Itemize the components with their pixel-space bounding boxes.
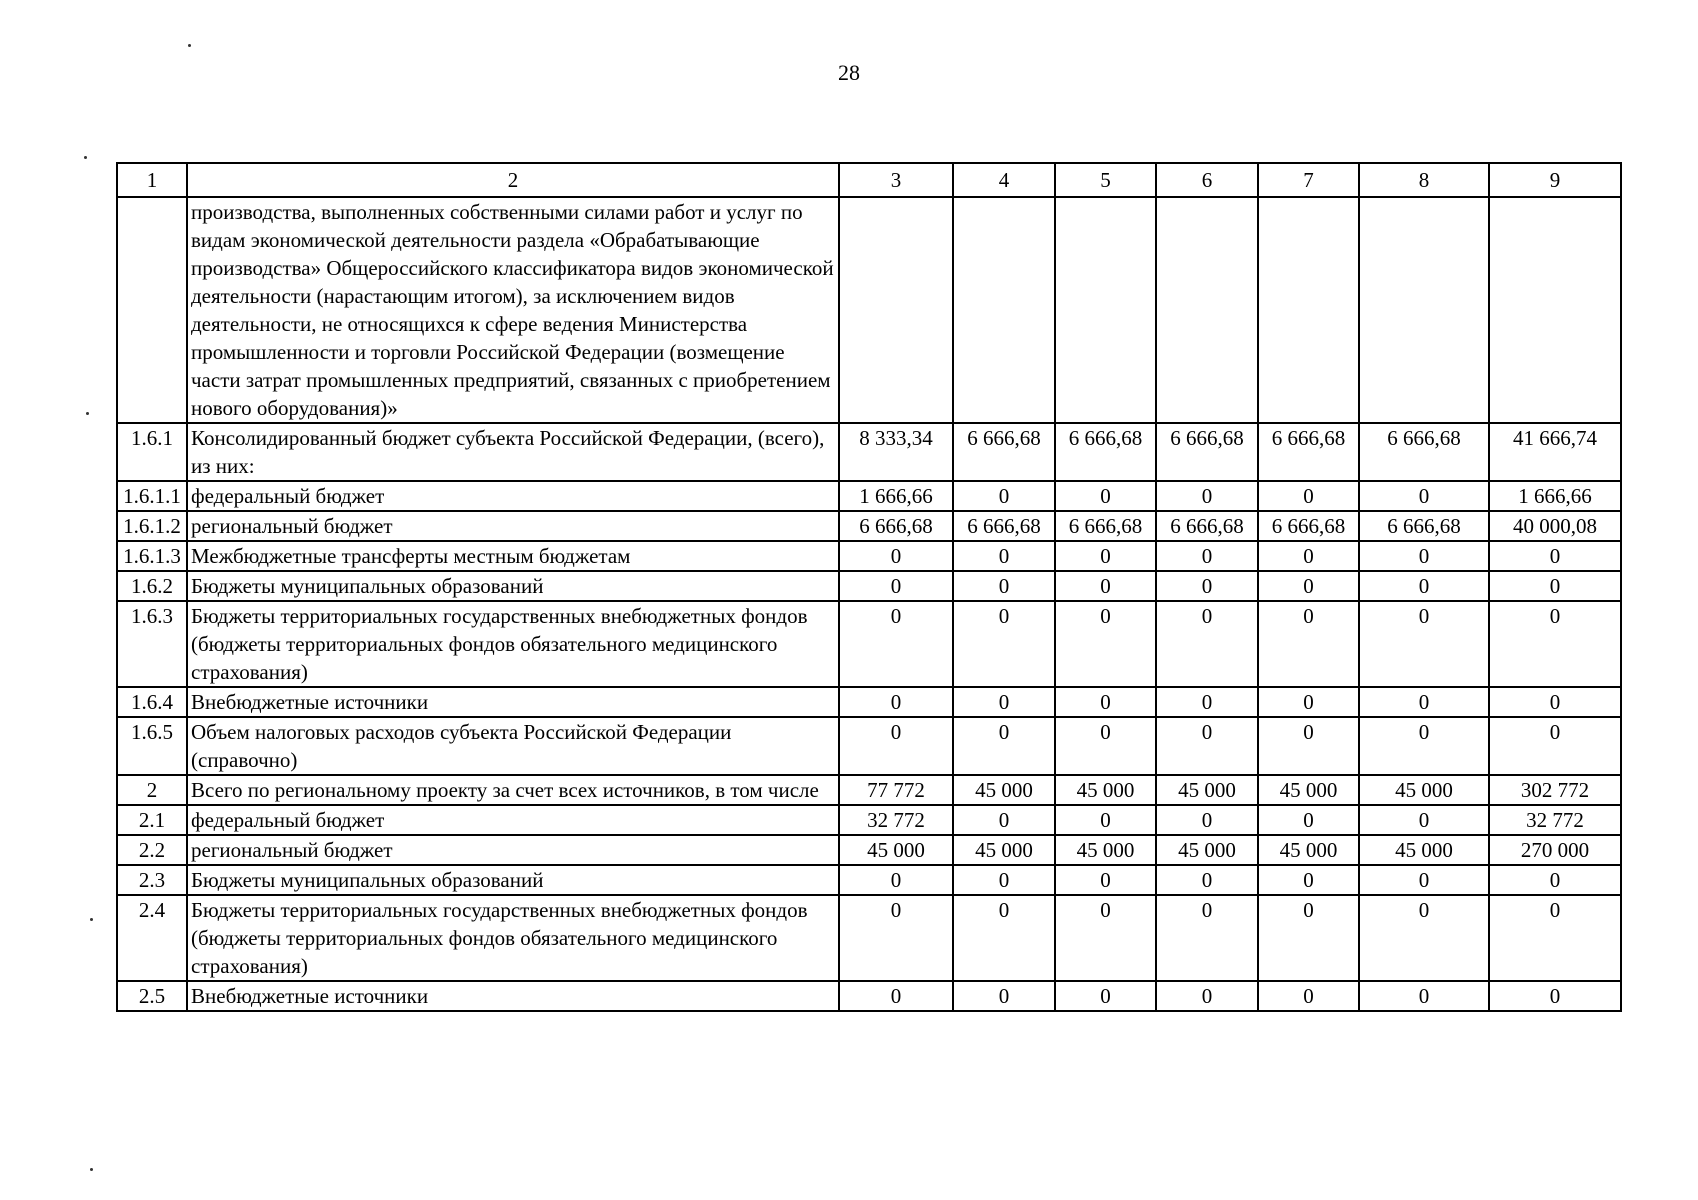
row-value-col-3: 32 772 bbox=[839, 805, 953, 835]
row-description: Всего по региональному проекту за счет всех источников, в том числе bbox=[187, 775, 839, 805]
row-value-col-9: 32 772 bbox=[1489, 805, 1621, 835]
table-row bbox=[117, 895, 1621, 981]
scan-speck bbox=[90, 918, 93, 921]
row-value-col-5: 0 bbox=[1055, 481, 1156, 511]
row-value-col-5: 0 bbox=[1055, 895, 1156, 981]
row-value-col-6: 6 666,68 bbox=[1156, 423, 1258, 481]
row-code bbox=[117, 197, 187, 423]
row-description: Бюджеты муниципальных образований bbox=[187, 865, 839, 895]
row-value-col-4: 45 000 bbox=[953, 835, 1055, 865]
row-value-col-6 bbox=[1156, 197, 1258, 423]
row-value-col-3 bbox=[839, 197, 953, 423]
row-value-col-8: 0 bbox=[1359, 571, 1489, 601]
row-value-col-5: 0 bbox=[1055, 541, 1156, 571]
row-value-col-7: 6 666,68 bbox=[1258, 423, 1359, 481]
row-value-col-5: 45 000 bbox=[1055, 775, 1156, 805]
table-row bbox=[117, 571, 1621, 601]
row-value-col-9: 41 666,74 bbox=[1489, 423, 1621, 481]
row-value-col-6: 0 bbox=[1156, 601, 1258, 687]
column-header: 8 bbox=[1359, 163, 1489, 197]
row-value-col-4 bbox=[953, 197, 1055, 423]
row-code: 2.4 bbox=[117, 895, 187, 981]
row-value-col-6: 0 bbox=[1156, 687, 1258, 717]
row-value-col-7: 45 000 bbox=[1258, 775, 1359, 805]
row-value-col-6: 45 000 bbox=[1156, 775, 1258, 805]
row-value-col-5: 0 bbox=[1055, 805, 1156, 835]
row-value-col-9: 40 000,08 bbox=[1489, 511, 1621, 541]
row-value-col-4: 6 666,68 bbox=[953, 511, 1055, 541]
row-description: Консолидированный бюджет субъекта Российской Федерации, (всего), из них: bbox=[187, 423, 839, 481]
scan-speck bbox=[188, 44, 191, 47]
row-value-col-9: 0 bbox=[1489, 541, 1621, 571]
row-value-col-4: 0 bbox=[953, 895, 1055, 981]
table-row bbox=[117, 687, 1621, 717]
table-body bbox=[117, 197, 1621, 1011]
row-value-col-7: 0 bbox=[1258, 481, 1359, 511]
row-description: Бюджеты территориальных государственных внебюджетных фондов (бюджеты территориальных фондов обязательного медицинского страхования) bbox=[187, 895, 839, 981]
table-row bbox=[117, 601, 1621, 687]
row-value-col-6: 45 000 bbox=[1156, 835, 1258, 865]
row-description: Внебюджетные источники bbox=[187, 687, 839, 717]
table-row bbox=[117, 805, 1621, 835]
row-value-col-7: 0 bbox=[1258, 895, 1359, 981]
row-value-col-8: 6 666,68 bbox=[1359, 511, 1489, 541]
row-value-col-6: 0 bbox=[1156, 805, 1258, 835]
row-value-col-4: 0 bbox=[953, 865, 1055, 895]
row-code: 1.6.3 bbox=[117, 601, 187, 687]
row-value-col-8: 0 bbox=[1359, 601, 1489, 687]
row-value-col-3: 45 000 bbox=[839, 835, 953, 865]
scan-speck bbox=[90, 1168, 93, 1171]
row-code: 2.1 bbox=[117, 805, 187, 835]
column-header: 5 bbox=[1055, 163, 1156, 197]
row-value-col-4: 0 bbox=[953, 571, 1055, 601]
table-row bbox=[117, 717, 1621, 775]
row-value-col-3: 77 772 bbox=[839, 775, 953, 805]
scan-speck bbox=[86, 412, 89, 415]
row-value-col-6: 0 bbox=[1156, 541, 1258, 571]
row-value-col-6: 0 bbox=[1156, 981, 1258, 1011]
row-value-col-6: 0 bbox=[1156, 571, 1258, 601]
row-value-col-6: 0 bbox=[1156, 865, 1258, 895]
row-value-col-9: 0 bbox=[1489, 717, 1621, 775]
row-value-col-8: 0 bbox=[1359, 717, 1489, 775]
row-value-col-5: 0 bbox=[1055, 687, 1156, 717]
row-value-col-8: 0 bbox=[1359, 687, 1489, 717]
row-value-col-8: 0 bbox=[1359, 481, 1489, 511]
row-code: 1.6.4 bbox=[117, 687, 187, 717]
row-value-col-3: 0 bbox=[839, 717, 953, 775]
row-code: 2.2 bbox=[117, 835, 187, 865]
row-value-col-3: 0 bbox=[839, 571, 953, 601]
row-code: 1.6.5 bbox=[117, 717, 187, 775]
row-value-col-7: 6 666,68 bbox=[1258, 511, 1359, 541]
row-value-col-4: 0 bbox=[953, 687, 1055, 717]
column-header: 6 bbox=[1156, 163, 1258, 197]
row-value-col-5: 45 000 bbox=[1055, 835, 1156, 865]
table-row bbox=[117, 511, 1621, 541]
row-value-col-9: 0 bbox=[1489, 895, 1621, 981]
row-value-col-5: 0 bbox=[1055, 717, 1156, 775]
row-description: региональный бюджет bbox=[187, 511, 839, 541]
row-value-col-9: 302 772 bbox=[1489, 775, 1621, 805]
row-value-col-6: 0 bbox=[1156, 481, 1258, 511]
row-value-col-7: 0 bbox=[1258, 865, 1359, 895]
budget-table bbox=[116, 162, 1622, 1012]
table-row bbox=[117, 481, 1621, 511]
row-value-col-5: 0 bbox=[1055, 981, 1156, 1011]
row-value-col-9: 0 bbox=[1489, 601, 1621, 687]
row-value-col-5 bbox=[1055, 197, 1156, 423]
row-value-col-4: 0 bbox=[953, 981, 1055, 1011]
row-code: 2 bbox=[117, 775, 187, 805]
row-value-col-3: 0 bbox=[839, 981, 953, 1011]
row-description: федеральный бюджет bbox=[187, 481, 839, 511]
table-row bbox=[117, 835, 1621, 865]
row-value-col-7: 0 bbox=[1258, 541, 1359, 571]
row-value-col-9: 0 bbox=[1489, 981, 1621, 1011]
row-value-col-3: 0 bbox=[839, 895, 953, 981]
row-code: 1.6.1.1 bbox=[117, 481, 187, 511]
row-value-col-4: 45 000 bbox=[953, 775, 1055, 805]
row-description: Бюджеты муниципальных образований bbox=[187, 571, 839, 601]
row-value-col-7: 0 bbox=[1258, 601, 1359, 687]
row-value-col-7: 0 bbox=[1258, 981, 1359, 1011]
row-value-col-4: 0 bbox=[953, 717, 1055, 775]
row-description: федеральный бюджет bbox=[187, 805, 839, 835]
column-header: 7 bbox=[1258, 163, 1359, 197]
row-value-col-5: 0 bbox=[1055, 571, 1156, 601]
scan-speck bbox=[84, 156, 87, 159]
row-value-col-8: 0 bbox=[1359, 981, 1489, 1011]
row-code: 1.6.1.2 bbox=[117, 511, 187, 541]
row-value-col-3: 1 666,66 bbox=[839, 481, 953, 511]
table-row bbox=[117, 865, 1621, 895]
column-header: 3 bbox=[839, 163, 953, 197]
row-value-col-5: 6 666,68 bbox=[1055, 511, 1156, 541]
row-description: производства, выполненных собственными силами работ и услуг по видам экономической деятельности раздела «Обрабатывающие производства» Общероссийского классификатора видов экономической деятельности (нарастающим итогом), за исключением видов деятельности, не относящихся к сфере ведения Министерства промышленности и торговли Российской Федерации (возмещение части затрат промышленных предприятий, связанных с приобретением нового оборудования)» bbox=[187, 197, 839, 423]
table-row bbox=[117, 423, 1621, 481]
row-value-col-7: 0 bbox=[1258, 571, 1359, 601]
page-number: 28 bbox=[838, 60, 860, 85]
row-value-col-5: 0 bbox=[1055, 865, 1156, 895]
row-code: 2.5 bbox=[117, 981, 187, 1011]
row-code: 1.6.2 bbox=[117, 571, 187, 601]
row-value-col-7: 0 bbox=[1258, 805, 1359, 835]
row-value-col-8: 0 bbox=[1359, 895, 1489, 981]
row-value-col-8: 0 bbox=[1359, 865, 1489, 895]
row-value-col-5: 6 666,68 bbox=[1055, 423, 1156, 481]
row-value-col-7: 0 bbox=[1258, 687, 1359, 717]
row-description: Межбюджетные трансферты местным бюджетам bbox=[187, 541, 839, 571]
table-row bbox=[117, 541, 1621, 571]
row-description: Бюджеты территориальных государственных внебюджетных фондов (бюджеты территориальных фондов обязательного медицинского страхования) bbox=[187, 601, 839, 687]
row-value-col-3: 6 666,68 bbox=[839, 511, 953, 541]
row-value-col-3: 0 bbox=[839, 687, 953, 717]
row-value-col-9: 0 bbox=[1489, 865, 1621, 895]
row-value-col-8: 0 bbox=[1359, 805, 1489, 835]
row-value-col-3: 8 333,34 bbox=[839, 423, 953, 481]
row-value-col-8: 45 000 bbox=[1359, 835, 1489, 865]
column-header: 1 bbox=[117, 163, 187, 197]
row-value-col-8: 6 666,68 bbox=[1359, 423, 1489, 481]
row-value-col-9 bbox=[1489, 197, 1621, 423]
row-value-col-8: 0 bbox=[1359, 541, 1489, 571]
column-header: 9 bbox=[1489, 163, 1621, 197]
row-value-col-6: 6 666,68 bbox=[1156, 511, 1258, 541]
row-value-col-4: 0 bbox=[953, 601, 1055, 687]
row-value-col-8: 45 000 bbox=[1359, 775, 1489, 805]
table-row bbox=[117, 197, 1621, 423]
header-row bbox=[117, 163, 1621, 197]
row-value-col-7: 45 000 bbox=[1258, 835, 1359, 865]
row-value-col-3: 0 bbox=[839, 601, 953, 687]
row-description: Внебюджетные источники bbox=[187, 981, 839, 1011]
row-code: 1.6.1 bbox=[117, 423, 187, 481]
row-value-col-3: 0 bbox=[839, 541, 953, 571]
row-value-col-9: 0 bbox=[1489, 571, 1621, 601]
row-value-col-8 bbox=[1359, 197, 1489, 423]
column-header: 4 bbox=[953, 163, 1055, 197]
row-value-col-9: 1 666,66 bbox=[1489, 481, 1621, 511]
row-value-col-4: 6 666,68 bbox=[953, 423, 1055, 481]
table-row bbox=[117, 981, 1621, 1011]
row-code: 2.3 bbox=[117, 865, 187, 895]
column-header: 2 bbox=[187, 163, 839, 197]
row-value-col-4: 0 bbox=[953, 541, 1055, 571]
row-value-col-6: 0 bbox=[1156, 895, 1258, 981]
row-description: региональный бюджет bbox=[187, 835, 839, 865]
row-code: 1.6.1.3 bbox=[117, 541, 187, 571]
row-value-col-3: 0 bbox=[839, 865, 953, 895]
row-description: Объем налоговых расходов субъекта Российской Федерации (справочно) bbox=[187, 717, 839, 775]
table-row bbox=[117, 775, 1621, 805]
row-value-col-7 bbox=[1258, 197, 1359, 423]
row-value-col-4: 0 bbox=[953, 481, 1055, 511]
row-value-col-9: 270 000 bbox=[1489, 835, 1621, 865]
row-value-col-7: 0 bbox=[1258, 717, 1359, 775]
row-value-col-4: 0 bbox=[953, 805, 1055, 835]
row-value-col-9: 0 bbox=[1489, 687, 1621, 717]
row-value-col-5: 0 bbox=[1055, 601, 1156, 687]
row-value-col-6: 0 bbox=[1156, 717, 1258, 775]
